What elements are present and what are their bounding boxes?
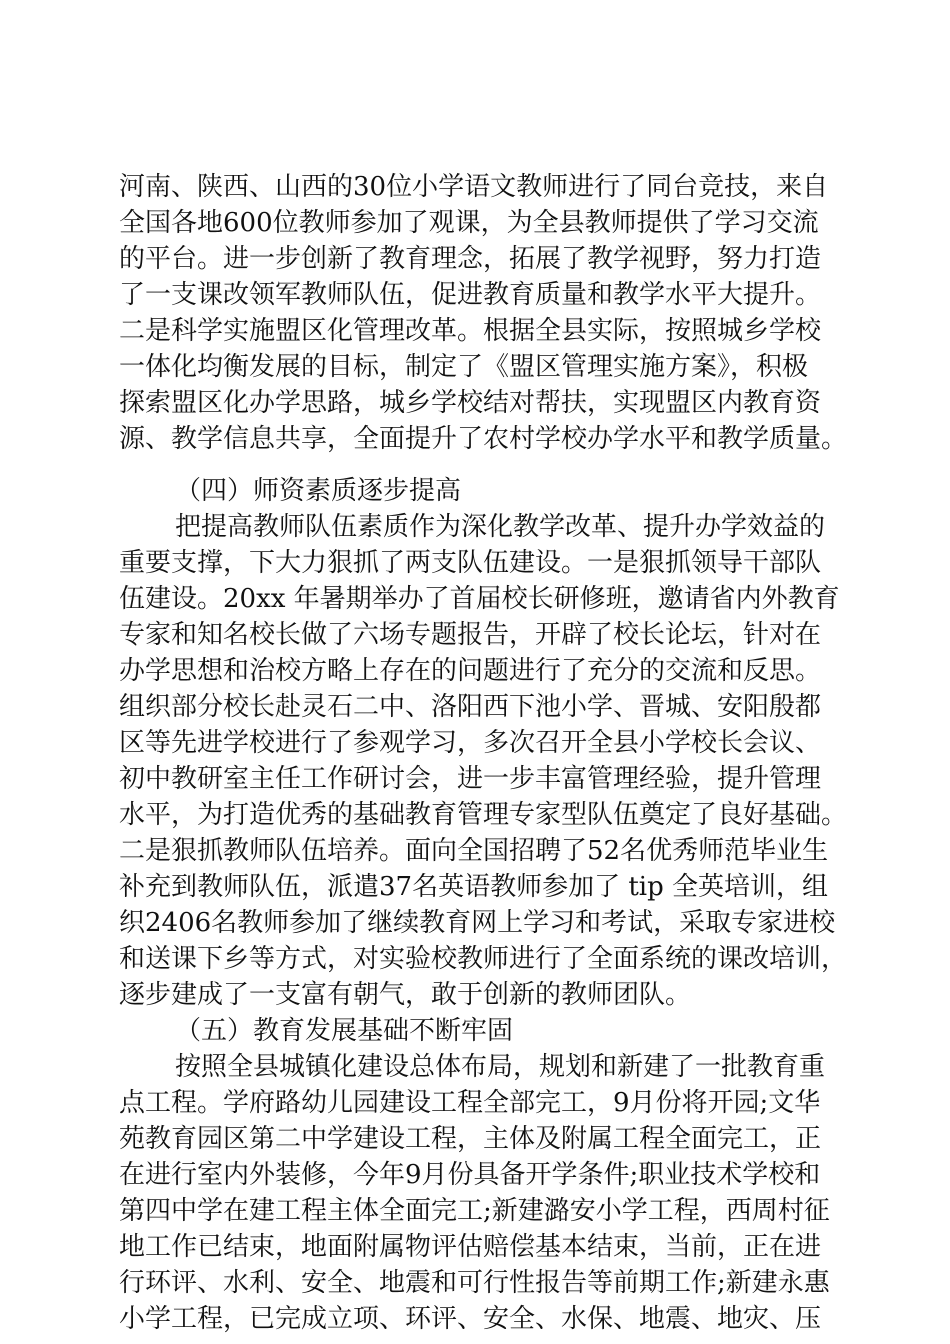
text-line: 区等先进学校进行了参观学习，多次召开全县小学校长会议、 — [119, 728, 822, 758]
text-line: 二是科学实施盟区化管理改革。根据全县实际，按照城乡学校 — [119, 316, 822, 346]
text-line: 苑教育园区第二中学建设工程，主体及附属工程全面完工，正 — [119, 1124, 822, 1154]
section-heading: （五）教育发展基础不断牢固 — [175, 1016, 514, 1046]
text-line: 水平，为打造优秀的基础教育管理专家型队伍奠定了良好基础。 — [119, 800, 848, 830]
text-line: 重要支撑，下大力狠抓了两支队伍建设。一是狠抓领导干部队 — [119, 548, 822, 578]
text-line: 了一支课改领军教师队伍，促进教育质量和教学水平大提升。 — [119, 280, 822, 310]
text-line: 在进行室内外装修，今年9月份具备开学条件;职业技术学校和 — [119, 1160, 821, 1190]
text-line: 二是狠抓教师队伍培养。面向全国招聘了52名优秀师范毕业生 — [119, 836, 829, 866]
text-line: 和送课下乡等方式，对实验校教师进行了全面系统的课改培训， — [119, 944, 848, 974]
text-line: 初中教研室主任工作研讨会，进一步丰富管理经验，提升管理 — [119, 764, 822, 794]
text-line: 一体化均衡发展的目标，制定了《盟区管理实施方案》，积极 — [119, 352, 809, 382]
text-line: 小学工程，已完成立项、环评、安全、水保、地震、地灾、压 — [119, 1304, 822, 1334]
text-line: 办学思想和治校方略上存在的问题进行了充分的交流和反思。 — [119, 656, 822, 686]
text-line: 伍建设。20xx 年暑期举办了首届校长研修班，邀请省内外教育 — [119, 584, 840, 614]
text-line: 把提高教师队伍素质作为深化教学改革、提升办学效益的 — [175, 512, 826, 542]
section-heading: （四）师资素质逐步提高 — [175, 476, 462, 506]
text-line: 的平台。进一步创新了教育理念，拓展了教学视野，努力打造 — [119, 244, 822, 274]
text-line: 探索盟区化办学思路，城乡学校结对帮扶，实现盟区内教育资 — [119, 388, 822, 418]
text-line: 第四中学在建工程主体全面完工;新建潞安小学工程，西周村征 — [119, 1196, 830, 1226]
text-line: 地工作已结束，地面附属物评估赔偿基本结束，当前，正在进 — [119, 1232, 822, 1262]
text-line: 点工程。学府路幼儿园建设工程全部完工，9月份将开园;文华 — [119, 1088, 821, 1118]
text-line: 按照全县城镇化建设总体布局，规划和新建了一批教育重 — [175, 1052, 826, 1082]
text-line: 专家和知名校长做了六场专题报告，开辟了校长论坛，针对在 — [119, 620, 822, 650]
text-line: 河南、陕西、山西的30位小学语文教师进行了同台竞技，来自 — [119, 172, 829, 202]
text-line: 全国各地600位教师参加了观课，为全县教师提供了学习交流 — [119, 208, 819, 238]
text-line: 补充到教师队伍，派遣37名英语教师参加了 tip 全英培训，组 — [119, 872, 829, 902]
text-line: 逐步建成了一支富有朝气，敢于创新的教师团队。 — [119, 980, 692, 1010]
text-line: 织2406名教师参加了继续教育网上学习和考试，采取专家进校 — [119, 908, 836, 938]
text-line: 行环评、水利、安全、地震和可行性报告等前期工作;新建永惠 — [119, 1268, 830, 1298]
text-line: 组织部分校长赴灵石二中、洛阳西下池小学、晋城、安阳殷都 — [119, 692, 822, 722]
text-line: 源、教学信息共享，全面提升了农村学校办学水平和教学质量。 — [119, 424, 848, 454]
